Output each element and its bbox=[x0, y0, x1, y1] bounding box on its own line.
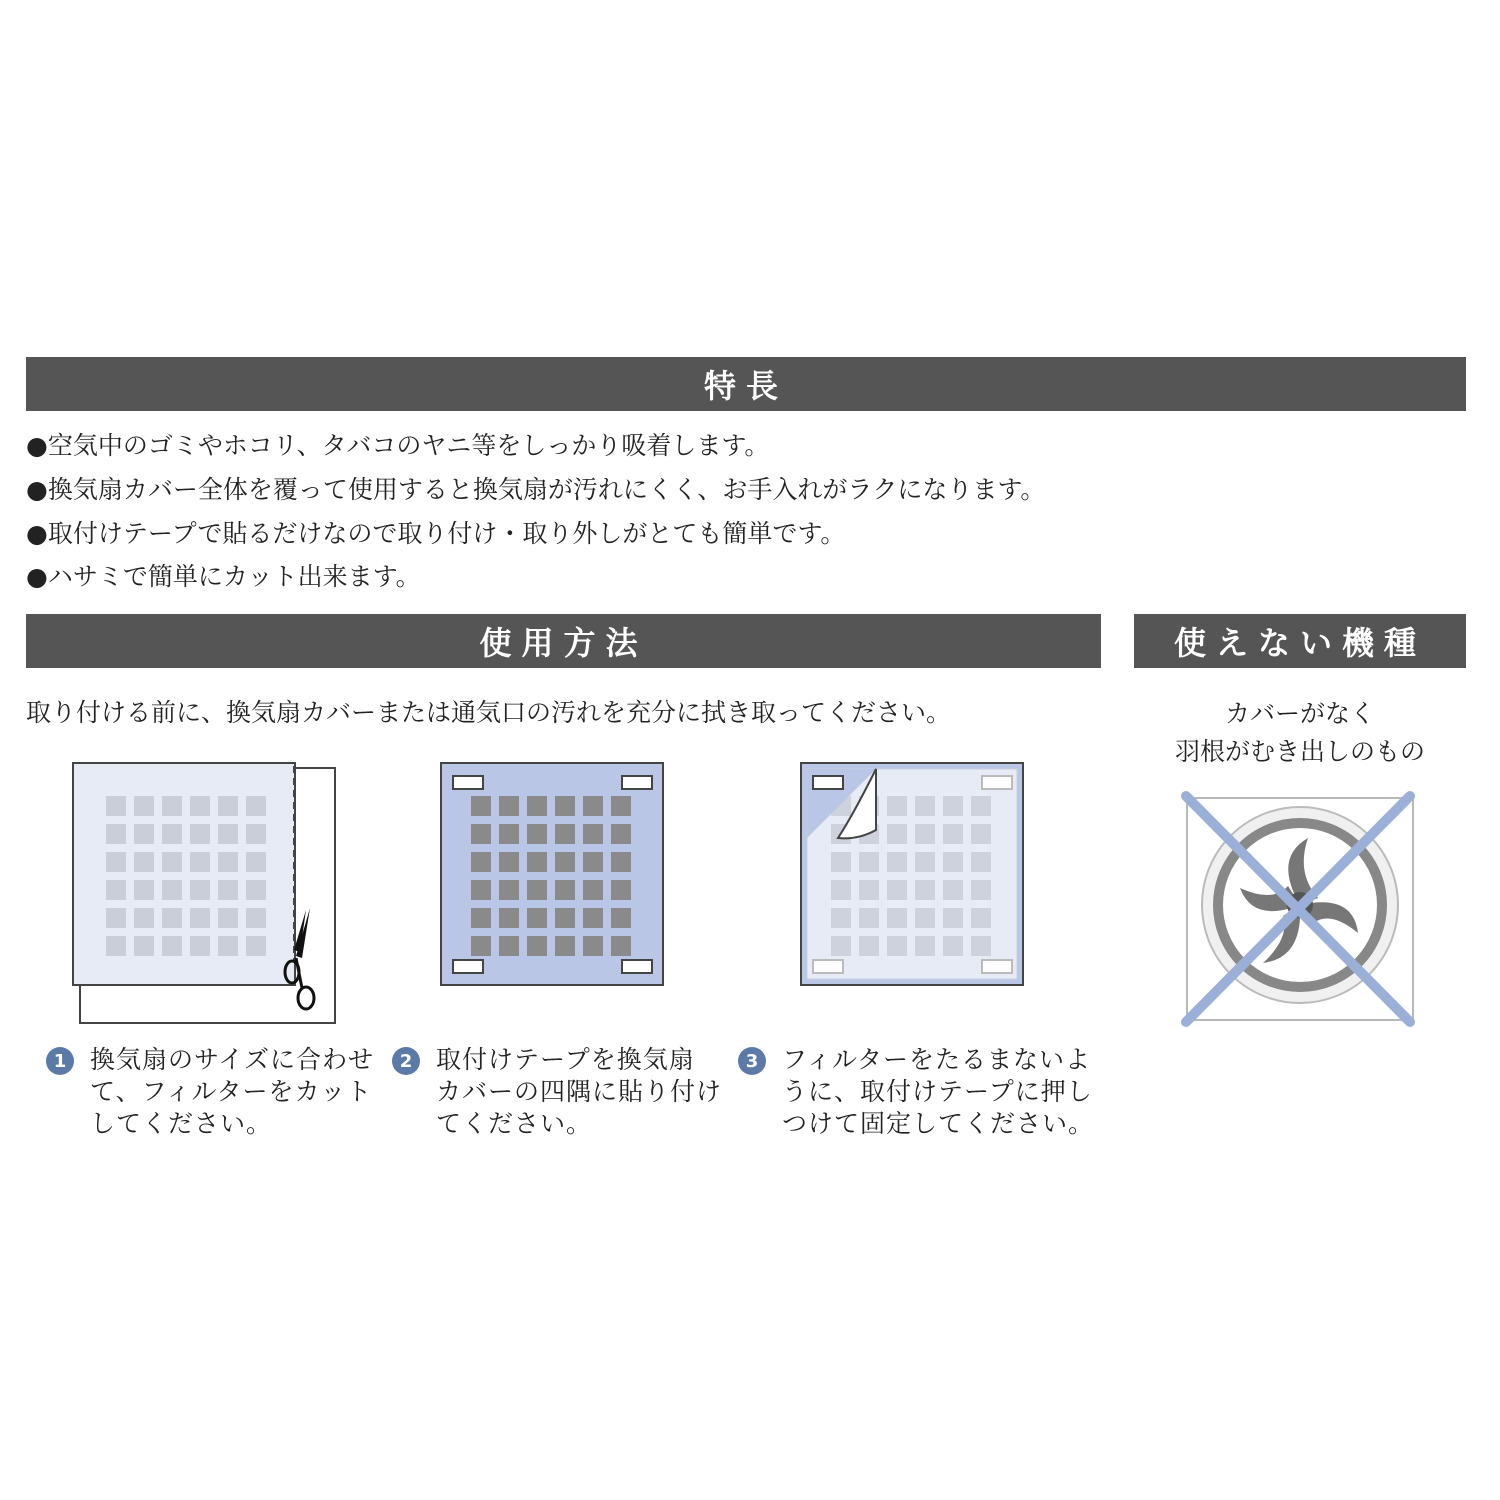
filter-cell bbox=[499, 824, 519, 844]
filter-cell bbox=[915, 796, 935, 816]
features-header: 特長 bbox=[26, 357, 1466, 411]
filter-cell bbox=[527, 824, 547, 844]
filter-cell bbox=[831, 936, 851, 956]
filter-cell bbox=[134, 824, 154, 844]
filter-cell bbox=[134, 852, 154, 872]
step-line: つけて固定してください。 bbox=[782, 1109, 1095, 1138]
filter-cell bbox=[162, 796, 182, 816]
filter-cell bbox=[887, 796, 907, 816]
unusable-line: 羽根がむき出しのもの bbox=[1174, 737, 1425, 766]
step-text bbox=[782, 1044, 1095, 1140]
filter-cell bbox=[611, 908, 631, 928]
filter-cell bbox=[471, 936, 491, 956]
filter-cell bbox=[971, 936, 991, 956]
filter-cell bbox=[218, 880, 238, 900]
filter-cell bbox=[246, 824, 266, 844]
filter-cell bbox=[134, 796, 154, 816]
filter-cell bbox=[915, 824, 935, 844]
filter-cell bbox=[555, 880, 575, 900]
step-number-badge: 1 bbox=[46, 1047, 74, 1075]
filter-cell bbox=[611, 824, 631, 844]
filter-cell bbox=[190, 852, 210, 872]
filter-cell bbox=[611, 796, 631, 816]
filter-cell bbox=[471, 908, 491, 928]
step1-illustration bbox=[70, 760, 340, 1030]
filter-cell bbox=[915, 908, 935, 928]
filter-cell bbox=[190, 936, 210, 956]
filter-cell bbox=[499, 936, 519, 956]
filter-cell bbox=[527, 936, 547, 956]
filter-cell bbox=[583, 796, 603, 816]
filter-cell bbox=[555, 936, 575, 956]
filter-cell bbox=[162, 908, 182, 928]
filter-cell bbox=[583, 936, 603, 956]
filter-cell bbox=[246, 908, 266, 928]
filter-cell bbox=[943, 880, 963, 900]
filter-cell bbox=[527, 852, 547, 872]
unusable-header: 使えない機種 bbox=[1134, 614, 1466, 668]
step-text bbox=[90, 1044, 375, 1140]
usage-header: 使用方法 bbox=[26, 614, 1101, 668]
filter-cell bbox=[246, 852, 266, 872]
filter-cell bbox=[555, 796, 575, 816]
filter-cell bbox=[943, 852, 963, 872]
filter-cell bbox=[915, 852, 935, 872]
filter-cell bbox=[471, 824, 491, 844]
step-line: カバーの四隅に貼り付け bbox=[436, 1077, 723, 1106]
filter-cell bbox=[499, 880, 519, 900]
filter-cell bbox=[831, 880, 851, 900]
filter-cell bbox=[471, 880, 491, 900]
filter-cell bbox=[106, 824, 126, 844]
filter-cell bbox=[859, 880, 879, 900]
filter-cell bbox=[527, 880, 547, 900]
filter-cell bbox=[915, 880, 935, 900]
feature-item: ●換気扇カバー全体を覆って使用すると換気扇が汚れにくく、お手入れがラクになります。 bbox=[26, 475, 1046, 504]
filter-cell bbox=[859, 852, 879, 872]
filter-cell bbox=[943, 824, 963, 844]
feature-item: ●取付けテープで貼るだけなので取り付け・取り外しがとても簡単です。 bbox=[26, 519, 846, 548]
unusable-description bbox=[1134, 695, 1466, 771]
filter-cell bbox=[611, 936, 631, 956]
filter-cell bbox=[190, 796, 210, 816]
filter-cell bbox=[859, 936, 879, 956]
filter-cell bbox=[134, 908, 154, 928]
filter-cell bbox=[162, 880, 182, 900]
filter-cell bbox=[943, 936, 963, 956]
step-line: 換気扇のサイズに合わせ bbox=[90, 1045, 375, 1074]
filter-cell bbox=[943, 796, 963, 816]
filter-cell bbox=[555, 824, 575, 844]
filter-cell bbox=[831, 908, 851, 928]
filter-cell bbox=[218, 824, 238, 844]
filter-cell bbox=[246, 936, 266, 956]
filter-cell bbox=[106, 796, 126, 816]
filter-cell bbox=[246, 796, 266, 816]
filter-cell bbox=[831, 852, 851, 872]
filter-cell bbox=[971, 824, 991, 844]
step-number-badge: 3 bbox=[738, 1047, 766, 1075]
filter-cell bbox=[583, 908, 603, 928]
filter-cell bbox=[499, 908, 519, 928]
exposed-fan-illustration bbox=[1178, 788, 1418, 1028]
step-line: 取付けテープを換気扇 bbox=[436, 1045, 695, 1074]
filter-cell bbox=[887, 936, 907, 956]
tape-icon bbox=[453, 776, 483, 789]
filter-cell bbox=[162, 936, 182, 956]
filter-cell bbox=[527, 796, 547, 816]
tape-icon bbox=[622, 776, 652, 789]
filter-cell bbox=[887, 908, 907, 928]
filter-cell bbox=[971, 796, 991, 816]
step-line: て、フィルターをカット bbox=[90, 1077, 373, 1106]
step-line: フィルターをたるまないよ bbox=[782, 1045, 1092, 1074]
filter-cell bbox=[218, 852, 238, 872]
filter-cell bbox=[527, 908, 547, 928]
step2-illustration bbox=[438, 760, 668, 990]
filter-cell bbox=[915, 936, 935, 956]
step-3 bbox=[738, 1044, 1095, 1140]
filter-cell bbox=[943, 908, 963, 928]
filter-cell bbox=[106, 852, 126, 872]
filter-cell bbox=[218, 796, 238, 816]
filter-cell bbox=[134, 936, 154, 956]
filter-cell bbox=[246, 880, 266, 900]
filter-cell bbox=[218, 908, 238, 928]
filter-cell bbox=[555, 908, 575, 928]
filter-cell bbox=[971, 852, 991, 872]
step-text bbox=[436, 1044, 723, 1140]
filter-cell bbox=[106, 908, 126, 928]
filter-cell bbox=[218, 936, 238, 956]
filter-cell bbox=[162, 824, 182, 844]
filter-cell bbox=[499, 852, 519, 872]
filter-cell bbox=[583, 880, 603, 900]
step3-illustration bbox=[798, 760, 1028, 990]
filter-cell bbox=[859, 908, 879, 928]
filter-cell bbox=[583, 824, 603, 844]
filter-cell bbox=[499, 796, 519, 816]
filter-cell bbox=[887, 852, 907, 872]
filter-cell bbox=[190, 880, 210, 900]
filter-cell bbox=[190, 908, 210, 928]
unusable-line: カバーがなく bbox=[1224, 699, 1375, 728]
filter-cell bbox=[611, 852, 631, 872]
filter-cell bbox=[190, 824, 210, 844]
filter-cell bbox=[971, 880, 991, 900]
feature-item: ●ハサミで簡単にカット出来ます。 bbox=[26, 562, 421, 591]
filter-cell bbox=[887, 880, 907, 900]
step-line: てください。 bbox=[436, 1109, 593, 1138]
step-line: してください。 bbox=[90, 1109, 273, 1138]
filter-cell bbox=[134, 880, 154, 900]
filter-cell bbox=[471, 852, 491, 872]
usage-intro: 取り付ける前に、換気扇カバーまたは通気口の汚れを充分に拭き取ってください。 bbox=[26, 698, 952, 727]
filter-cell bbox=[106, 936, 126, 956]
filter-cell bbox=[162, 852, 182, 872]
feature-item: ●空気中のゴミやホコリ、タバコのヤニ等をしっかり吸着します。 bbox=[26, 431, 770, 460]
filter-cell bbox=[471, 796, 491, 816]
filter-cell bbox=[583, 852, 603, 872]
step-1 bbox=[46, 1044, 375, 1140]
tape-icon bbox=[453, 960, 483, 973]
filter-cell bbox=[555, 852, 575, 872]
tape-icon bbox=[622, 960, 652, 973]
filter-cell bbox=[611, 880, 631, 900]
filter-cell bbox=[887, 824, 907, 844]
filter-cell bbox=[106, 880, 126, 900]
filter-cell bbox=[971, 908, 991, 928]
step-line: うに、取付けテープに押し bbox=[782, 1077, 1093, 1106]
step-2 bbox=[392, 1044, 723, 1140]
step-number-badge: 2 bbox=[392, 1047, 420, 1075]
